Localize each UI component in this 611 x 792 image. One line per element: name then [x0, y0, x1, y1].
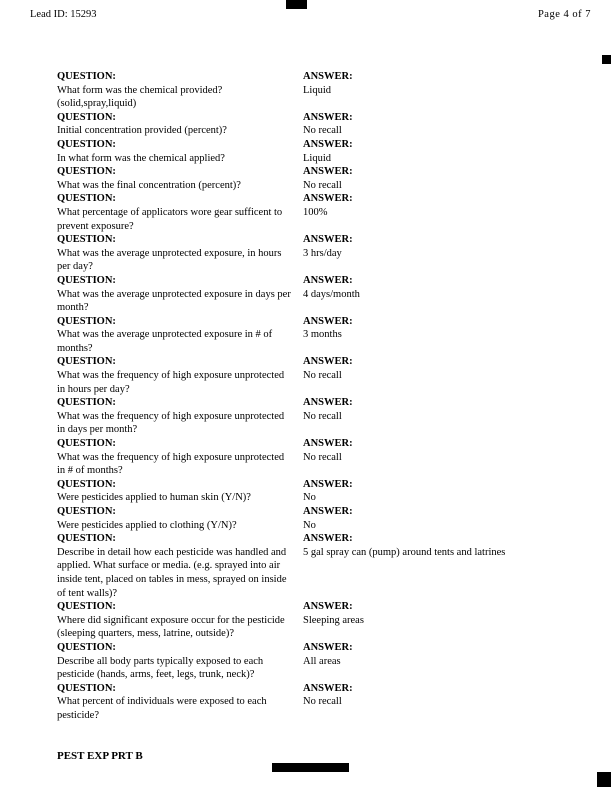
question-text: What percent of individuals were exposed to each pesticide?: [57, 696, 267, 721]
question-text: Describe all body parts typically exposed to each pesticide (hands, arms, feet, legs, trunk, neck)?: [57, 655, 264, 681]
answer-text: No recall: [303, 125, 342, 137]
redaction-box-right: [602, 55, 611, 64]
answer-label: ANSWER:: [303, 438, 353, 450]
page-header: [30, 8, 591, 21]
question-text: What was the frequency of high exposure unprotected in days per month?: [57, 410, 285, 436]
redaction-box-top: [286, 0, 307, 9]
question-label: QUESTION:: [57, 315, 116, 327]
qa-row: [57, 138, 569, 165]
answer-label: ANSWER:: [303, 274, 353, 286]
question-text: In what form was the chemical applied?: [57, 152, 225, 164]
qa-row: [57, 355, 569, 396]
answer-text: 100%: [303, 206, 328, 218]
qa-row: [57, 70, 569, 111]
redaction-box-corner: [597, 772, 611, 787]
answer-label: ANSWER:: [303, 71, 353, 82]
answer-label: ANSWER:: [303, 478, 353, 490]
question-label: QUESTION:: [57, 71, 116, 82]
question-label: QUESTION:: [57, 234, 116, 246]
qa-row: [57, 233, 569, 274]
answer-label: ANSWER:: [303, 166, 353, 178]
answer-label: ANSWER:: [303, 193, 353, 205]
qa-row: [57, 396, 569, 437]
question-label: QUESTION:: [57, 641, 116, 653]
question-label: QUESTION:: [57, 478, 116, 490]
question-label: QUESTION:: [57, 274, 116, 286]
qa-row: [57, 478, 569, 505]
question-label: QUESTION:: [57, 533, 116, 545]
question-text: What form was the chemical provided?(solid,spray,liquid): [57, 84, 223, 110]
question-text: What was the frequency of high exposure unprotected in # of months?: [57, 451, 285, 477]
answer-text: Liquid: [303, 152, 331, 164]
qa-row: [57, 532, 569, 600]
qa-list: [57, 70, 569, 723]
answer-label: ANSWER:: [303, 641, 353, 653]
qa-row: [57, 600, 569, 641]
question-text: Were pesticides applied to human skin (Y/N)?: [57, 492, 251, 504]
answer-text: Liquid: [303, 84, 331, 96]
qa-row: [57, 437, 569, 478]
answer-text: No recall: [303, 696, 342, 708]
question-text: What percentage of applicators wore gear sufficent to prevent exposure?: [57, 206, 283, 232]
question-text: What was the average unprotected exposure in days per month?: [57, 288, 291, 314]
question-label: QUESTION:: [57, 138, 116, 150]
question-label: QUESTION:: [57, 506, 116, 517]
qa-row: [57, 315, 569, 356]
question-text: What was the average unprotected exposure, in hours per day?: [57, 247, 282, 273]
answer-text: 3 hrs/day: [303, 247, 342, 259]
answer-text: No recall: [303, 370, 342, 382]
answer-label: ANSWER:: [303, 682, 353, 694]
question-label: QUESTION:: [57, 356, 116, 368]
answer-text: No recall: [303, 410, 342, 422]
answer-text: 4 days/month: [303, 288, 360, 300]
question-label: QUESTION:: [57, 193, 116, 205]
answer-text: 3 months: [303, 329, 342, 341]
answer-label: ANSWER:: [303, 234, 353, 246]
qa-row: [57, 192, 569, 233]
lead-id: Lead ID: 15293: [30, 9, 97, 20]
answer-text: No recall: [303, 179, 342, 191]
question-text: Initial concentration provided (percent)?: [57, 125, 227, 137]
answer-text: No recall: [303, 451, 342, 463]
qa-row: [57, 641, 569, 682]
answer-text: No: [303, 519, 316, 531]
question-text: Describe in detail how each pesticide was handled and applied. What surface or media. (e.g. sprayed into air inside tent, placed on tables in mess, sprayed on inside of tent walls)?: [57, 546, 287, 599]
footer-section-title: PEST EXP PRT B: [57, 750, 143, 762]
answer-label: ANSWER:: [303, 506, 353, 517]
question-label: QUESTION:: [57, 111, 116, 123]
question-text: Where did significant exposure occur for the pesticide (sleeping quarters, mess, latrine, outside)?: [57, 614, 285, 640]
question-label: QUESTION:: [57, 166, 116, 178]
question-label: QUESTION:: [57, 682, 116, 694]
qa-row: [57, 165, 569, 192]
answer-text: Sleeping areas: [303, 614, 364, 626]
answer-label: ANSWER:: [303, 533, 353, 545]
qa-row: [57, 682, 569, 723]
redaction-box-bottom: [272, 763, 349, 772]
answer-text: No: [303, 492, 316, 504]
question-label: QUESTION:: [57, 601, 116, 613]
qa-row: [57, 111, 569, 138]
question-label: QUESTION:: [57, 397, 116, 409]
question-text: What was the average unprotected exposure in # of months?: [57, 329, 273, 354]
question-text: What was the final concentration (percent)?: [57, 179, 241, 191]
question-label: QUESTION:: [57, 438, 116, 450]
answer-text: 5 gal spray can (pump) around tents and latrines: [303, 546, 506, 558]
answer-label: ANSWER:: [303, 315, 353, 327]
answer-label: ANSWER:: [303, 138, 353, 150]
answer-label: ANSWER:: [303, 601, 353, 613]
answer-label: ANSWER:: [303, 397, 353, 409]
question-text: What was the frequency of high exposure unprotected in hours per day?: [57, 370, 285, 395]
qa-row: [57, 274, 569, 315]
answer-label: ANSWER:: [303, 356, 353, 368]
qa-row: [57, 505, 569, 532]
answer-text: All areas: [303, 655, 341, 667]
page-number: Page 4 of 7: [537, 9, 591, 20]
question-text: Were pesticides applied to clothing (Y/N)?: [57, 519, 237, 531]
answer-label: ANSWER:: [303, 111, 353, 123]
